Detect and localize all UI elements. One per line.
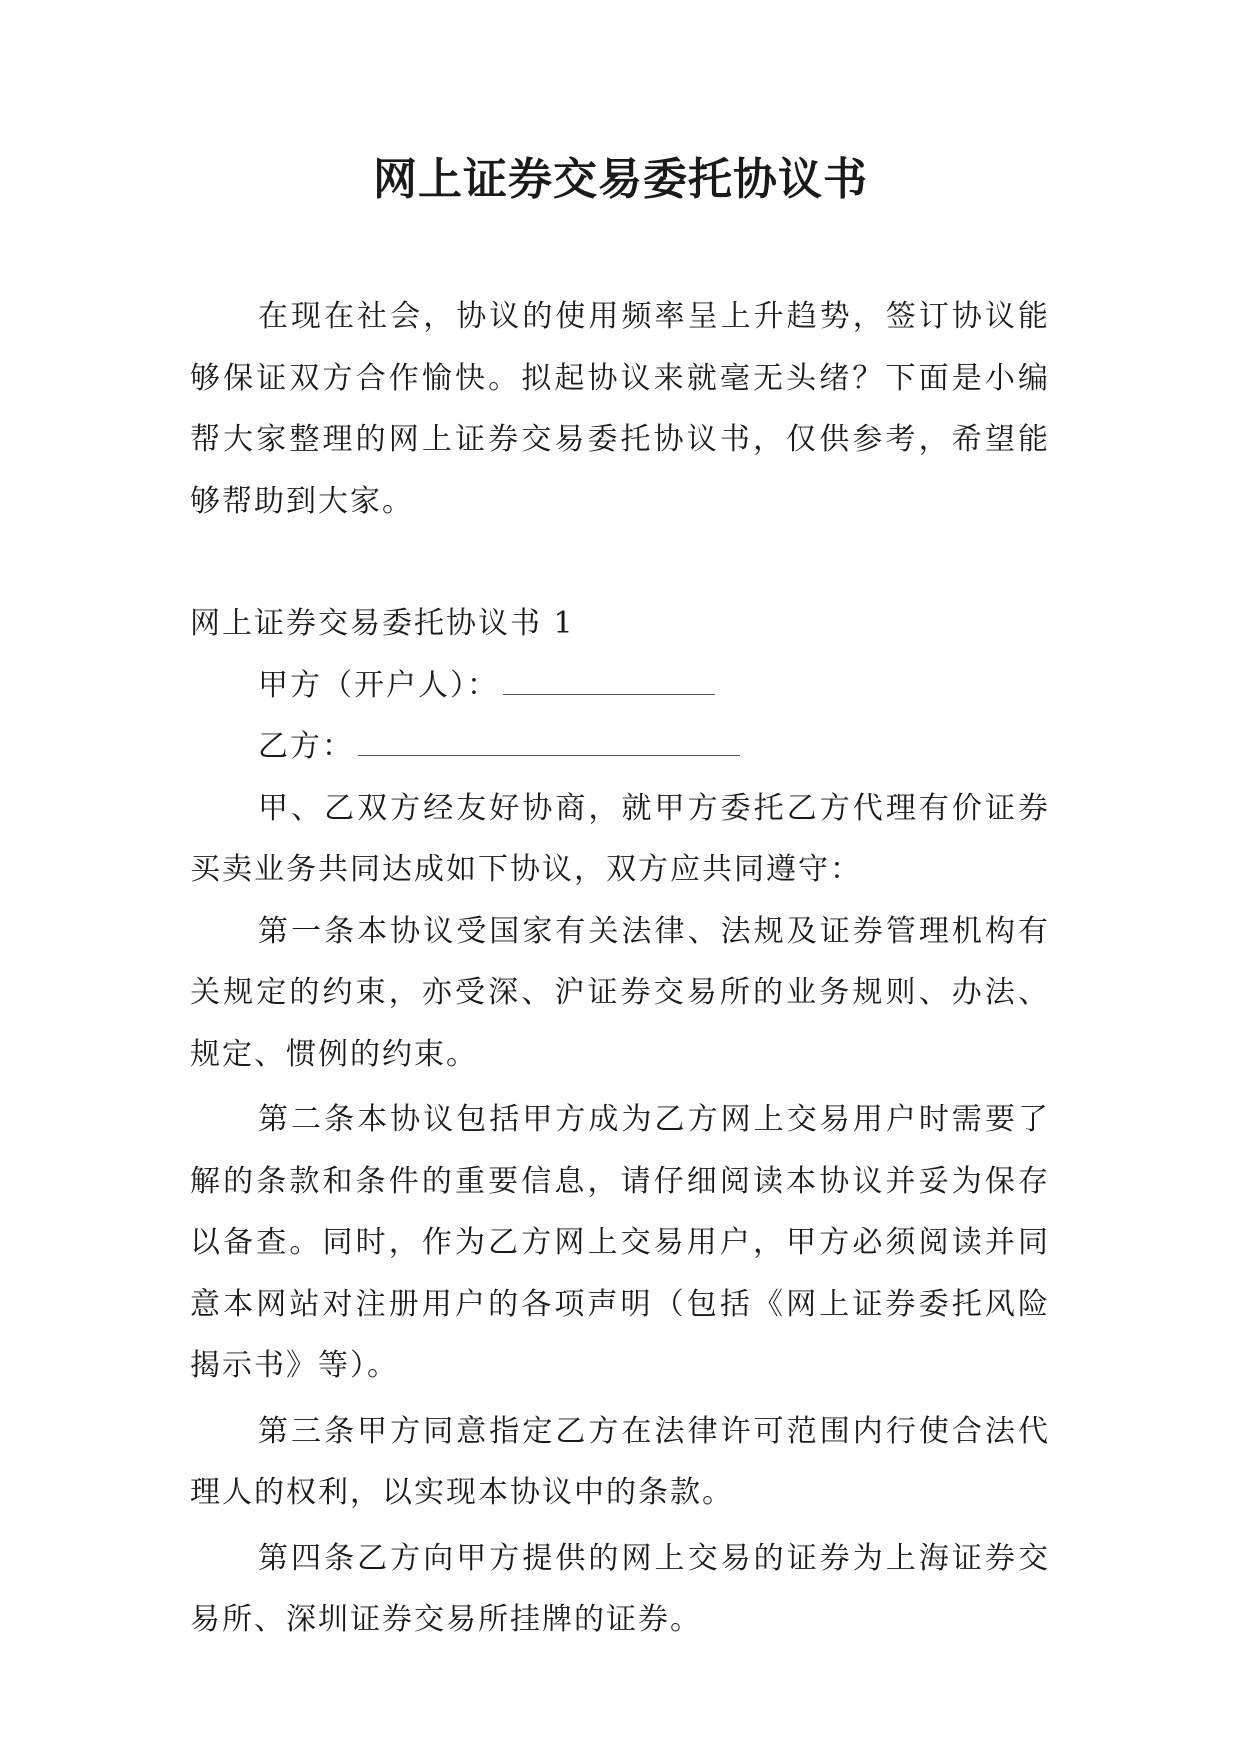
party-b-blank: [358, 733, 740, 756]
party-a-blank: [503, 672, 715, 695]
article-2: 第二条本协议包括甲方成为乙方网上交易用户时需要了解的条款和条件的重要信息，请仔细阅读本协议并妥为保存以备查。同时，作为乙方网上交易用户，甲方必须阅读并同意本网站对注册用户的各项声明（包括《网上证券委托风险揭示书》等）。: [190, 1102, 1050, 1383]
intro-paragraph: 在现在社会，协议的使用频率呈上升趋势，签订协议能够保证双方合作愉快。拟起协议来就毫无头绪？下面是小编帮大家整理的网上证券交易委托协议书，仅供参考，希望能够帮助到大家。: [190, 299, 1050, 519]
article-1: 第一条本协议受国家有关法律、法规及证券管理机构有关规定的约束，亦受深、沪证券交易所的业务规则、办法、规定、惯例的约束。: [190, 913, 1050, 1072]
party-b-line: [190, 716, 1050, 778]
article-3: 第三条甲方同意指定乙方在法律许可范围内行使合法代理人的权利，以实现本协议中的条款。: [190, 1413, 1050, 1510]
article-4: 第四条乙方向甲方提供的网上交易的证券为上海证券交易所、深圳证券交易所挂牌的证券。: [190, 1540, 1050, 1637]
document-title: 网上证券交易委托协议书: [373, 154, 868, 205]
document-body: [190, 286, 1050, 1651]
party-a-label: 甲方（开户人）：: [258, 667, 499, 703]
party-b-label: 乙方：: [258, 729, 354, 764]
section-heading: 网上证券交易委托协议书 1: [190, 606, 575, 641]
party-a-line: [190, 655, 1050, 717]
preamble-paragraph: 甲、乙双方经友好协商，就甲方委托乙方代理有价证券买卖业务共同达成如下协议，双方应共同遵守：: [190, 790, 1050, 887]
